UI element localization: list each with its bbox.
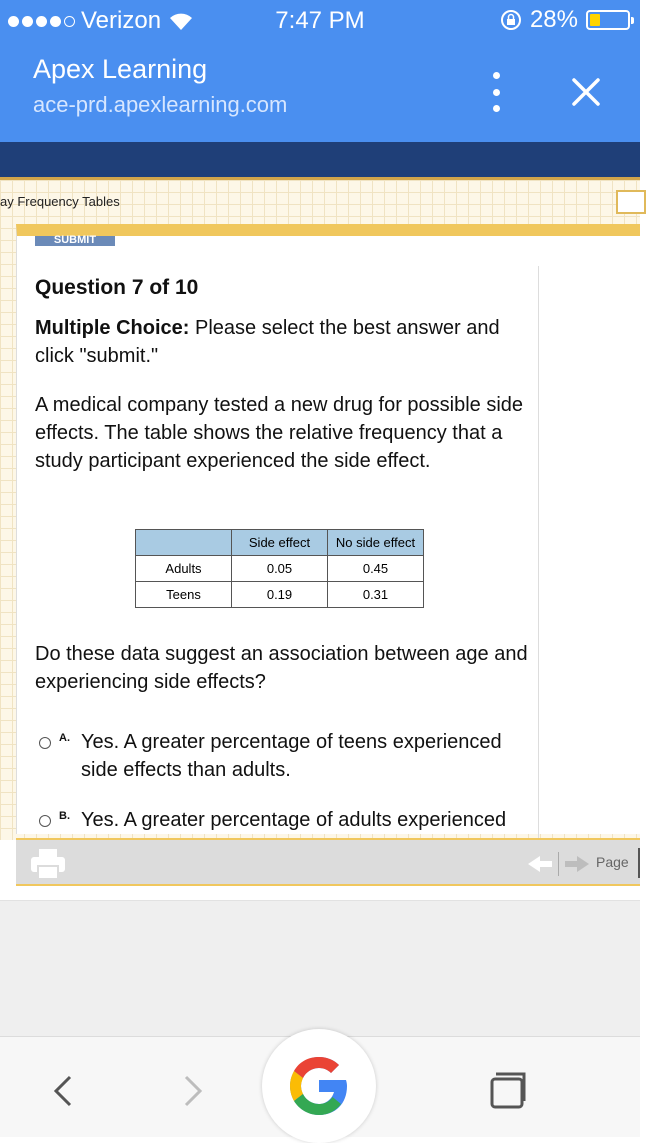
nav-separator bbox=[558, 852, 559, 876]
table-cell: 0.45 bbox=[328, 556, 424, 582]
google-button[interactable] bbox=[262, 1029, 376, 1143]
page-label: Page bbox=[596, 854, 629, 870]
table-header-row bbox=[136, 530, 424, 556]
submit-button[interactable]: SUBMIT bbox=[35, 236, 115, 246]
prev-page-icon[interactable] bbox=[526, 853, 554, 875]
table-cell: 0.31 bbox=[328, 582, 424, 608]
page-background bbox=[0, 900, 640, 1037]
lesson-title: ay Frequency Tables bbox=[0, 194, 120, 209]
choice-text: Yes. A greater percentage of adults experienced bbox=[81, 809, 507, 831]
lesson-banner bbox=[0, 142, 640, 180]
question-instructions bbox=[35, 314, 525, 370]
page-nav bbox=[526, 852, 591, 876]
answer-choice-a[interactable] bbox=[39, 728, 519, 784]
back-icon[interactable] bbox=[50, 1073, 76, 1109]
question-text: Do these data suggest an association between age and experiencing side effects? bbox=[35, 643, 528, 693]
more-options-icon[interactable] bbox=[486, 72, 506, 112]
lesson-input-box[interactable] bbox=[616, 190, 646, 214]
choice-letter: B. bbox=[59, 810, 70, 822]
lesson-toolbar bbox=[16, 838, 640, 886]
battery-icon bbox=[586, 10, 630, 30]
battery-percent: 28% bbox=[529, 6, 578, 33]
question-number: Question 7 of 10 bbox=[35, 276, 199, 299]
question-type: Multiple Choice: bbox=[35, 317, 190, 339]
question-prompt: A medical company tested a new drug for possible side effects. The table shows the relative frequency that a study participant experienced the side effect. bbox=[35, 394, 524, 472]
table-cell: Adults bbox=[136, 556, 232, 582]
table-header-cell bbox=[136, 530, 232, 556]
carrier-name: Verizon bbox=[81, 7, 162, 34]
table-header-cell: Side effect bbox=[232, 530, 328, 556]
status-bar bbox=[0, 0, 640, 40]
status-time: 7:47 PM bbox=[275, 7, 365, 34]
instructions-text: Please select the best answer and click "submit." bbox=[35, 317, 500, 367]
table-cell: Teens bbox=[136, 582, 232, 608]
close-icon[interactable] bbox=[566, 72, 606, 112]
radio-button-b[interactable] bbox=[39, 815, 51, 827]
printer-icon[interactable] bbox=[30, 848, 66, 880]
question-panel bbox=[16, 224, 640, 834]
status-right bbox=[500, 6, 630, 34]
radio-button-a[interactable] bbox=[39, 737, 51, 749]
frequency-table bbox=[135, 529, 424, 608]
choice-text: Yes. A greater percentage of teens experienced side effects than adults. bbox=[81, 731, 502, 781]
rotation-lock-icon bbox=[500, 9, 522, 31]
browser-header bbox=[0, 40, 640, 142]
google-logo-icon bbox=[287, 1054, 351, 1118]
panel-divider bbox=[538, 266, 539, 846]
table-cell: 0.05 bbox=[232, 556, 328, 582]
choice-letter: A. bbox=[59, 732, 70, 744]
table-header-cell: No side effect bbox=[328, 530, 424, 556]
page-title: Apex Learning bbox=[33, 54, 208, 84]
table-row bbox=[136, 582, 424, 608]
tabs-icon[interactable] bbox=[488, 1071, 528, 1111]
next-page-icon[interactable] bbox=[563, 853, 591, 875]
page-bar bbox=[638, 848, 640, 878]
page-url: ace-prd.apexlearning.com bbox=[33, 92, 288, 117]
forward-icon[interactable] bbox=[180, 1073, 206, 1109]
table-cell: 0.19 bbox=[232, 582, 328, 608]
browser-bottom-nav bbox=[0, 1036, 640, 1137]
table-row bbox=[136, 556, 424, 582]
